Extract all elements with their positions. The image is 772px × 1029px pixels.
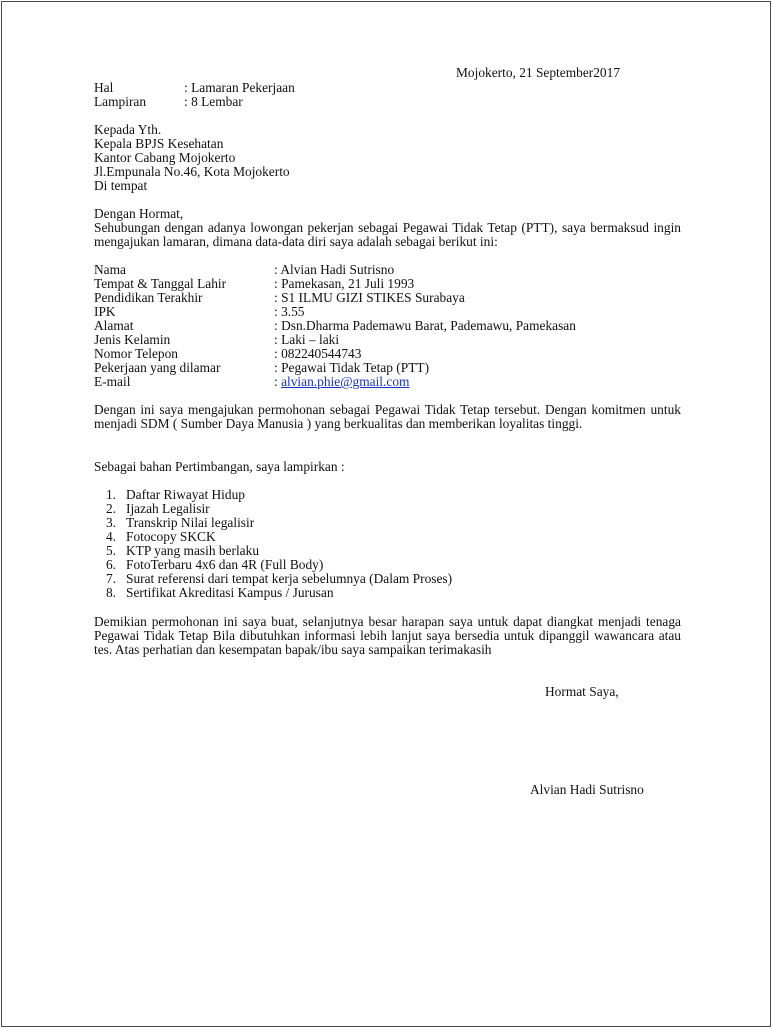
list-text: KTP yang masih berlaku [126, 543, 260, 558]
field-label: IPK [94, 304, 116, 319]
field-row [94, 305, 684, 319]
list-text: Fotocopy SKCK [126, 529, 216, 544]
attachment-value: : 8 Lembar [184, 94, 243, 109]
subject-label: Hal [94, 80, 114, 95]
field-row [94, 361, 684, 375]
email-value-wrap [274, 375, 409, 389]
list-text: FotoTerbaru 4x6 dan 4R (Full Body) [126, 557, 324, 572]
field-row [94, 291, 684, 305]
field-value: : Alvian Hadi Sutrisno [274, 262, 395, 277]
list-number: 8. [105, 585, 116, 600]
recipient-line: Kepada Yth. [94, 122, 162, 137]
field-label: Jenis Kelamin [94, 332, 171, 347]
subject-value: : Lamaran Pekerjaan [184, 80, 295, 95]
field-value: : Pamekasan, 21 Juli 1993 [274, 276, 415, 291]
attachment-label: Lampiran [94, 94, 147, 109]
greeting: Dengan Hormat, [94, 206, 184, 221]
list-item [98, 586, 618, 600]
field-row [94, 347, 684, 361]
signature-salutation: Hormat Saya, [545, 684, 619, 699]
list-text: Daftar Riwayat Hidup [126, 487, 245, 502]
list-text: Surat referensi dari tempat kerja sebelumnya (Dalam Proses) [126, 571, 453, 586]
field-value: : 3.55 [274, 304, 305, 319]
applicant-data [94, 263, 684, 389]
list-text: Ijazah Legalisir [126, 501, 210, 516]
commitment-paragraph: Dengan ini saya mengajukan permohonan sebagai Pegawai Tidak Tetap tersebut. Dengan komitmen untuk menjadi SDM ( Sumber Daya Manusia ) yang berkualitas dan memberikan loyalitas tinggi. [94, 402, 681, 431]
list-item [98, 516, 618, 530]
field-label: Pendidikan Terakhir [94, 290, 203, 305]
list-text: Transkrip Nilai legalisir [126, 515, 255, 530]
attachments-intro: Sebagai bahan Pertimbangan, saya lampirkan : [94, 459, 345, 474]
attachments-list [98, 488, 618, 600]
field-value: : Dsn.Dharma Pademawu Barat, Pademawu, Pamekasan [274, 318, 576, 333]
list-number: 1. [105, 487, 116, 502]
list-text: Sertifikat Akreditasi Kampus / Jurusan [126, 585, 334, 600]
recipient-block [94, 123, 290, 193]
field-row [94, 333, 684, 347]
email-label: E-mail [94, 374, 131, 389]
email-link[interactable]: alvian.phie@gmail.com [281, 374, 410, 389]
list-number: 7. [105, 571, 116, 586]
signature-name: Alvian Hadi Sutrisno [530, 782, 644, 797]
recipient-line: Jl.Empunala No.46, Kota Mojokerto [94, 164, 290, 179]
recipient-line: Kepala BPJS Kesehatan [94, 136, 224, 151]
field-row [94, 319, 684, 333]
field-value: : Laki – laki [274, 332, 340, 347]
place-date: Mojokerto, 21 September2017 [456, 65, 621, 80]
closing-paragraph: Demikian permohonan ini saya buat, selanjutnya besar harapan saya untuk dapat diangkat menjadi tenaga Pegawai Tidak Tetap Bila dibutuhkan informasi lebih lanjut saya bersedia untuk dipanggil wawancara atau tes. Atas perhatian dan kesempatan bapak/ibu saya sampaikan terimakasih [94, 614, 681, 657]
field-value: : Pegawai Tidak Tetap (PTT) [274, 360, 430, 375]
list-item [98, 558, 618, 572]
field-value: : S1 ILMU GIZI STIKES Surabaya [274, 290, 465, 305]
list-number: 2. [105, 501, 116, 516]
field-row-email [94, 375, 684, 389]
field-label: Nomor Telepon [94, 346, 178, 361]
field-row [94, 277, 684, 291]
field-label: Tempat & Tanggal Lahir [94, 276, 227, 291]
list-item [98, 530, 618, 544]
list-number: 6. [105, 557, 116, 572]
letter-page [1, 1, 771, 1027]
email-colon: : [274, 374, 282, 389]
recipient-line: Kantor Cabang Mojokerto [94, 150, 236, 165]
list-number: 4. [105, 529, 116, 544]
list-item [98, 544, 618, 558]
list-number: 3. [105, 515, 116, 530]
field-value: : 082240544743 [274, 346, 362, 361]
field-label: Pekerjaan yang dilamar [94, 360, 221, 375]
list-item [98, 502, 618, 516]
list-item [98, 572, 618, 586]
field-label: Alamat [94, 318, 134, 333]
field-label: Nama [94, 262, 126, 277]
field-row [94, 263, 684, 277]
list-number: 5. [105, 543, 116, 558]
opening-paragraph: Sehubungan dengan adanya lowongan pekerjan sebagai Pegawai Tidak Tetap (PTT), saya bermaksud ingin mengajukan lamaran, dimana data-data diri saya adalah sebagai berikut ini: [94, 220, 681, 249]
recipient-line: Di tempat [94, 178, 148, 193]
list-item [98, 488, 618, 502]
